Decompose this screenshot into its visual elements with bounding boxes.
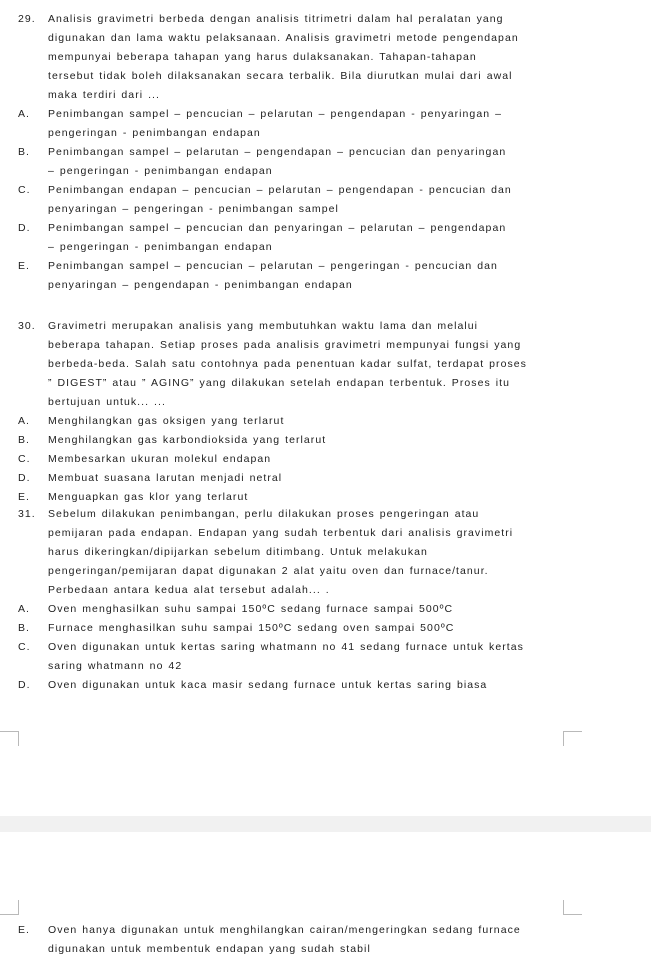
question-31 bbox=[18, 505, 630, 695]
option-letter: C. bbox=[18, 641, 31, 653]
option-letter: E. bbox=[18, 260, 31, 272]
question-number: 31. bbox=[18, 508, 36, 520]
stem-line: maka terdiri dari ... bbox=[48, 89, 160, 101]
option-text: Penimbangan sampel – pencucian – pelarutan – pengendapan - penyaringan – bbox=[48, 108, 502, 120]
option-text: pengeringan - penimbangan endapan bbox=[48, 127, 261, 139]
question-30-stem bbox=[18, 317, 630, 412]
option-b bbox=[18, 143, 630, 181]
option-letter: A. bbox=[18, 415, 31, 427]
stem-line: berbeda-beda. Salah satu contohnya pada penentuan kadar sulfat, terdapat proses bbox=[48, 358, 527, 370]
option-a bbox=[18, 600, 630, 619]
option-text: Penimbangan endapan – pencucian – pelarutan – pengendapan - pencucian dan bbox=[48, 184, 512, 196]
page-break-divider bbox=[0, 816, 651, 832]
option-text: Menghilangkan gas karbondioksida yang terlarut bbox=[48, 434, 327, 446]
stem-line: Gravimetri merupakan analisis yang membutuhkan waktu lama dan melalui bbox=[48, 320, 479, 332]
option-letter: B. bbox=[18, 146, 31, 158]
option-letter: D. bbox=[18, 679, 31, 691]
option-letter: D. bbox=[18, 472, 31, 484]
question-29-stem bbox=[18, 10, 630, 105]
stem-line: mempunyai beberapa tahapan yang harus dulaksanakan. Tahapan-tahapan bbox=[48, 51, 477, 63]
option-letter: C. bbox=[18, 453, 31, 465]
question-number: 30. bbox=[18, 320, 36, 332]
stem-line: harus dikeringkan/dipijarkan sebelum ditimbang. Untuk melakukan bbox=[48, 546, 428, 558]
option-text: Oven digunakan untuk kertas saring whatmann no 41 sedang furnace untuk kertas bbox=[48, 641, 524, 653]
question-number: 29. bbox=[18, 13, 36, 25]
stem-line: bertujuan untuk... ... bbox=[48, 396, 166, 408]
option-d bbox=[18, 219, 630, 257]
option-text: – pengeringan - penimbangan endapan bbox=[48, 241, 273, 253]
option-text: Membuat suasana larutan menjadi netral bbox=[48, 472, 283, 484]
option-c bbox=[18, 450, 630, 469]
question-31-continued bbox=[18, 921, 630, 959]
stem-line: Sebelum dilakukan penimbangan, perlu dilakukan proses pengeringan atau bbox=[48, 508, 480, 520]
stem-line: digunakan dan lama waktu pelaksanaan. Analisis gravimetri metode pengendapan bbox=[48, 32, 519, 44]
option-d bbox=[18, 676, 630, 695]
option-text: Penimbangan sampel – pencucian – pelarutan – pengeringan - pencucian dan bbox=[48, 260, 498, 272]
option-letter: A. bbox=[18, 603, 31, 615]
stem-line: pengeringan/pemijaran dapat digunakan 2 alat yaitu oven dan furnace/tanur. bbox=[48, 565, 489, 577]
option-a bbox=[18, 412, 630, 431]
option-text: Oven hanya digunakan untuk menghilangkan cairan/mengeringkan sedang furnace bbox=[48, 924, 521, 936]
option-text: Furnace menghasilkan suhu sampai 150ºC sedang oven sampai 500ºC bbox=[48, 622, 455, 634]
page-corner-mark bbox=[0, 731, 19, 746]
option-b bbox=[18, 431, 630, 450]
stem-line: pemijaran pada endapan. Endapan yang sudah terbentuk dari analisis gravimetri bbox=[48, 527, 514, 539]
option-letter: B. bbox=[18, 622, 31, 634]
stem-line: Analisis gravimetri berbeda dengan analisis titrimetri dalam hal peralatan yang bbox=[48, 13, 504, 25]
option-c bbox=[18, 181, 630, 219]
stem-line: Perbedaan antara kedua alat tersebut adalah... . bbox=[48, 584, 330, 596]
option-text: Menghilangkan gas oksigen yang terlarut bbox=[48, 415, 285, 427]
option-b bbox=[18, 619, 630, 638]
question-31-stem bbox=[18, 505, 630, 600]
page-corner-mark bbox=[0, 900, 19, 915]
option-text: saring whatmann no 42 bbox=[48, 660, 183, 672]
option-text: Oven menghasilkan suhu sampai 150ºC sedang furnace sampai 500ºC bbox=[48, 603, 454, 615]
option-c bbox=[18, 638, 630, 676]
option-e bbox=[18, 257, 630, 295]
page-corner-mark bbox=[563, 731, 582, 746]
option-text: Membesarkan ukuran molekul endapan bbox=[48, 453, 272, 465]
option-letter: D. bbox=[18, 222, 31, 234]
option-text: Penimbangan sampel – pencucian dan penyaringan – pelarutan – pengendapan bbox=[48, 222, 507, 234]
option-text: penyaringan – pengeringan - penimbangan sampel bbox=[48, 203, 339, 215]
option-letter: A. bbox=[18, 108, 31, 120]
stem-line: ” DIGEST” atau ” AGING” yang dilakukan setelah endapan terbentuk. Proses itu bbox=[48, 377, 510, 389]
question-29 bbox=[18, 10, 630, 295]
stem-line: beberapa tahapan. Setiap proses pada analisis gravimetri mempunyai fungsi yang bbox=[48, 339, 522, 351]
option-letter: B. bbox=[18, 434, 31, 446]
option-d bbox=[18, 469, 630, 488]
option-text: Penimbangan sampel – pelarutan – pengendapan – pencucian dan penyaringan bbox=[48, 146, 507, 158]
option-e bbox=[18, 921, 630, 959]
option-text: Oven digunakan untuk kaca masir sedang furnace untuk kertas saring biasa bbox=[48, 679, 488, 691]
question-30 bbox=[18, 317, 630, 507]
option-text: digunakan untuk membentuk endapan yang sudah stabil bbox=[48, 943, 371, 955]
option-letter: C. bbox=[18, 184, 31, 196]
stem-line: tersebut tidak boleh dilaksanakan secara terbalik. Bila diurutkan mulai dari awal bbox=[48, 70, 513, 82]
page-corner-mark bbox=[563, 900, 582, 915]
option-text: – pengeringan - penimbangan endapan bbox=[48, 165, 273, 177]
option-text: penyaringan – pengendapan - penimbangan endapan bbox=[48, 279, 353, 291]
option-text: Menguapkan gas klor yang terlarut bbox=[48, 491, 249, 503]
option-a bbox=[18, 105, 630, 143]
option-letter: E. bbox=[18, 491, 31, 503]
option-letter: E. bbox=[18, 924, 31, 936]
